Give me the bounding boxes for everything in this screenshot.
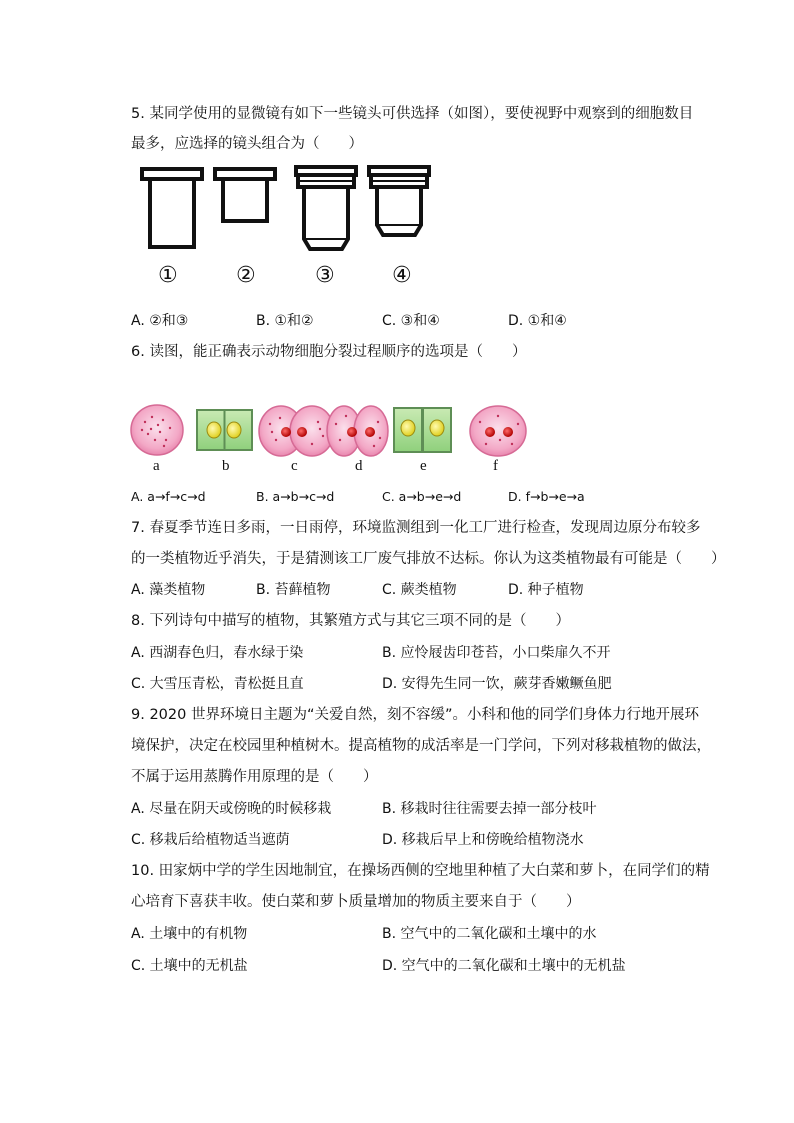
q5-option-a[interactable]: A. ②和③ [131,313,189,329]
cell-label-f: f [493,458,498,474]
q5-stem-line1: 5. 某同学使用的显微镜有如下一些镜头可供选择（如图），要使视野中观察到的细胞数目 [131,106,694,122]
q6-option-a[interactable]: A. a→f→c→d [131,489,206,504]
q9-option-c[interactable]: C. 移栽后给植物适当遮荫 [131,832,290,848]
q7-option-a[interactable]: A. 藻类植物 [131,582,206,598]
lens-label-2: ② [236,263,256,288]
q5-option-d[interactable]: D. ①和④ [508,313,567,329]
q10-option-d[interactable]: D. 空气中的二氧化碳和土壤中的无机盐 [382,958,626,974]
q10-stem-line1: 10. 田家炳中学的学生因地制宜，在操场西侧的空地里种植了大白菜和萝卜，在同学们的精 [131,863,710,879]
lens-label-4: ④ [392,263,412,288]
q6-option-b[interactable]: B. a→b→c→d [256,489,335,504]
cell-label-c: c [291,458,298,474]
q8-option-d[interactable]: D. 安得先生同一饮，蕨芽香嫩鳜鱼肥 [382,676,612,692]
lens-3-icon [296,167,356,249]
q9-stem-line3: 不属于运用蒸腾作用原理的是（ ） [131,769,378,785]
q7-stem-line2: 的一类植物近乎消失，于是猜测该工厂废气排放不达标。你认为这类植物最有可能是（ ） [131,551,726,567]
q7-stem-line1: 7. 春夏季节连日多雨，一日雨停，环境监测组到一化工厂进行检查，发现周边原分布较多 [131,520,701,536]
cell-label-b: b [222,458,230,474]
lens-label-1: ① [158,263,178,288]
cell-e-icon [394,408,451,452]
cell-label-a: a [153,458,160,474]
cell-a-icon [131,405,183,455]
lens-4-icon [369,167,429,235]
cell-label-d: d [355,458,363,474]
lens-figure [135,165,435,265]
q9-stem-line2: 境保护，决定在校园里种植树木。提高植物的成活率是一门学问，下列对移栽植物的做法， [131,738,711,754]
q10-stem-line2: 心培育下喜获丰收。使白菜和萝卜质量增加的物质主要来自于（ ） [131,894,581,910]
q5-option-b[interactable]: B. ①和② [256,313,314,329]
q6-option-c[interactable]: C. a→b→e→d [382,489,462,504]
q9-option-d[interactable]: D. 移栽后早上和傍晚给植物浇水 [382,832,584,848]
q10-option-a[interactable]: A. 土壤中的有机物 [131,926,248,942]
q9-stem-line1: 9. 2020 世界环境日主题为“关爱自然，刻不容缓”。小科和他的同学们身体力行地开展环 [131,707,699,723]
cell-d-icon [327,406,388,456]
q8-option-c[interactable]: C. 大雪压青松，青松挺且直 [131,676,304,692]
q5-stem-line2: 最多，应选择的镜头组合为（ ） [131,136,363,152]
cell-c-icon [259,406,334,456]
q7-option-b[interactable]: B. 苔藓植物 [256,582,331,598]
cell-b-icon [197,410,252,450]
lens-label-3: ③ [315,263,335,288]
cell-division-figure [130,402,530,462]
q5-option-c[interactable]: C. ③和④ [382,313,440,329]
q7-option-c[interactable]: C. 蕨类植物 [382,582,457,598]
lens-1-icon [142,169,202,247]
q6-stem-line1: 6. 读图，能正确表示动物细胞分裂过程顺序的选项是（ ） [131,344,527,360]
q8-option-a[interactable]: A. 西湖春色归，春水绿于染 [131,645,304,661]
q9-option-a[interactable]: A. 尽量在阴天或傍晚的时候移栽 [131,801,332,817]
q9-option-b[interactable]: B. 移栽时往往需要去掉一部分枝叶 [382,801,597,817]
q10-option-b[interactable]: B. 空气中的二氧化碳和土壤中的水 [382,926,597,942]
cell-f-icon [470,406,526,456]
q8-option-b[interactable]: B. 应怜屐齿印苍苔，小口柴扉久不开 [382,645,611,661]
cell-label-e: e [420,458,427,474]
lens-2-icon [215,169,275,221]
q7-option-d[interactable]: D. 种子植物 [508,582,584,598]
q10-option-c[interactable]: C. 土壤中的无机盐 [131,958,248,974]
q8-stem-line1: 8. 下列诗句中描写的植物，其繁殖方式与其它三项不同的是（ ） [131,613,570,629]
q6-option-d[interactable]: D. f→b→e→a [508,489,585,504]
